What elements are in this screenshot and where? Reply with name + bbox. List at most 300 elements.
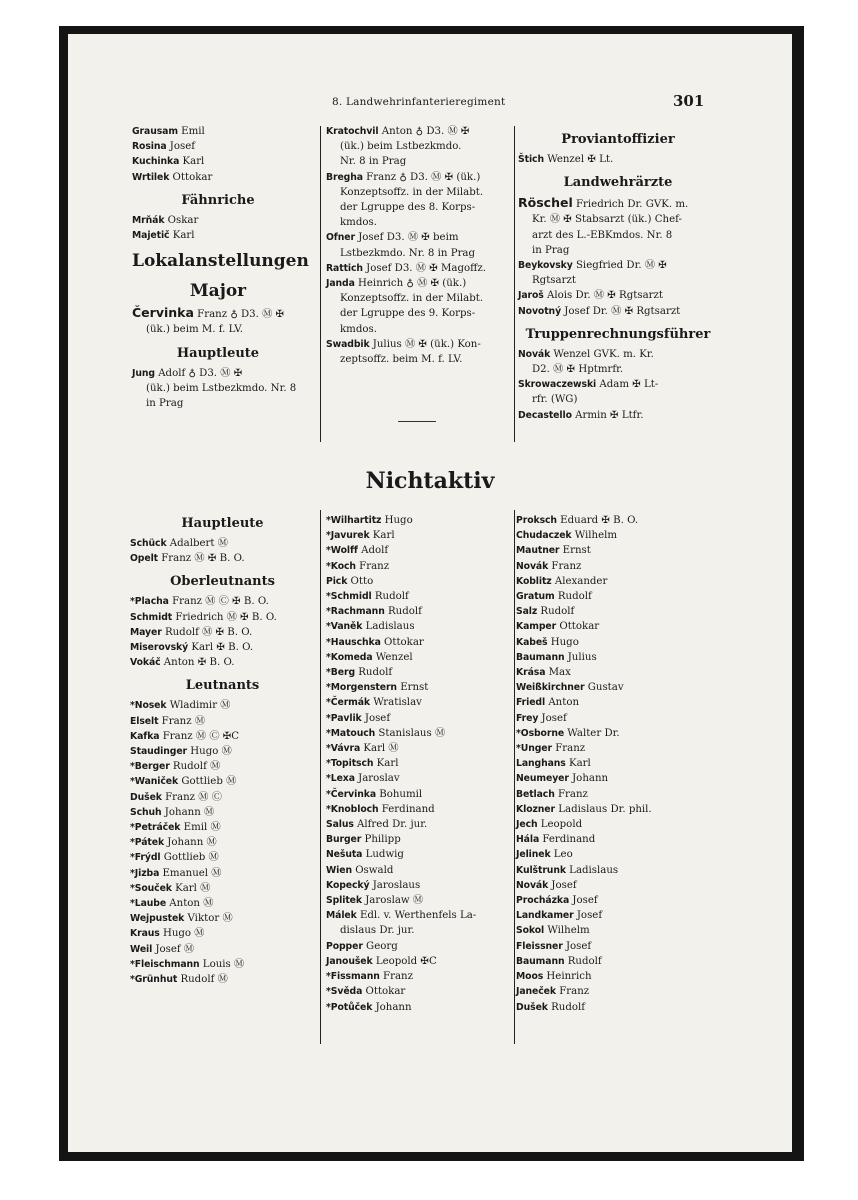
entry-details: Ernst: [559, 545, 591, 557]
entry-details: Franz ♁ D3. Ⓜ ✠ (ük.): [362, 171, 481, 183]
surname: Kuchinka: [132, 156, 180, 168]
surname: *Svěda: [326, 986, 363, 998]
roster-entry: [130, 866, 315, 881]
entry-details: Josef D3. Ⓜ ✠ Magoffz.: [362, 262, 486, 274]
surname: Landkamer: [516, 910, 574, 922]
roster-entry: [518, 258, 718, 273]
entry-details: Ottokar: [169, 171, 213, 183]
entry-details: Franz: [551, 743, 586, 755]
entry-details: Jaroslaw Ⓜ: [361, 895, 424, 907]
entry-details: Wladimir Ⓜ: [166, 700, 231, 712]
surname: Staudinger: [130, 746, 188, 758]
surname: *Vaněk: [326, 621, 363, 633]
entry-details: Ladislaus Dr. phil.: [555, 803, 652, 815]
roster-entry: [516, 923, 716, 938]
entry-details: Otto: [347, 575, 374, 587]
entry-details: Wilhelm: [544, 925, 590, 937]
entry-details: Johann: [372, 1001, 412, 1013]
roster-entry: [516, 984, 716, 999]
entry-details: Julius: [564, 651, 597, 663]
surname: Kulštrunk: [516, 864, 566, 876]
column-rule: [514, 126, 515, 442]
entry-details: Gottlieb Ⓜ: [178, 776, 237, 788]
surname: Ofner: [326, 232, 355, 244]
roster-entry: [516, 863, 716, 878]
surname: Betlach: [516, 788, 555, 800]
entry-details: Emanuel Ⓜ: [159, 867, 222, 879]
entry-details: Franz: [554, 788, 588, 800]
entry-details: Karl: [169, 230, 195, 242]
surname: Skrowaczewski: [518, 379, 597, 391]
roster-entry: [516, 695, 716, 710]
entry-details: Ferdinand: [539, 834, 596, 846]
entry-continuation: Kr. Ⓜ ✠ Stabsarzt (ük.) Chef-: [532, 214, 682, 226]
surname: *Laube: [130, 898, 167, 910]
entry-details: Franz: [379, 971, 413, 983]
roster-entry: [326, 619, 514, 634]
roster-entry: [326, 170, 514, 185]
roster-entry: [326, 802, 514, 817]
roster-entry: [326, 276, 514, 291]
surname: Kamper: [516, 621, 557, 633]
surname: Chudaczek: [516, 530, 572, 542]
entry-details: Rudolf: [355, 667, 393, 679]
document-page: [68, 34, 792, 1152]
surname: Procházka: [516, 895, 570, 907]
section-heading: Fähnriche: [181, 192, 255, 208]
roster-entry: [326, 969, 514, 984]
entry-details: Leo: [550, 849, 573, 861]
entry-details: Louis Ⓜ: [199, 958, 245, 970]
surname: Hála: [516, 834, 540, 846]
surname: Málek: [326, 910, 357, 922]
entry-details: Josef: [562, 940, 592, 952]
surname: *Schmidl: [326, 591, 372, 603]
surname: Jaroš: [518, 290, 544, 302]
roster-entry: [130, 610, 315, 625]
surname: Friedl: [516, 697, 546, 709]
surname: *Berg: [326, 667, 355, 679]
entry-details: Karl: [373, 758, 399, 770]
roster-entry: [326, 124, 514, 139]
entry-continuation: der Lgruppe des 8. Korps-: [340, 202, 476, 214]
surname: Opelt: [130, 553, 158, 565]
roster-entry: [326, 817, 514, 832]
entry-details: Josef: [573, 910, 603, 922]
entry-details: Georg: [362, 940, 398, 952]
surname: Weil: [130, 943, 153, 955]
entry-continuation: der Lgruppe des 9. Korps-: [340, 308, 476, 320]
roster-entry: [516, 741, 716, 756]
surname: Janoušek: [326, 955, 373, 967]
surname: Mayer: [130, 626, 162, 638]
entry-details: Karl: [179, 156, 205, 168]
surname: Grausam: [132, 126, 178, 137]
roster-entry: [130, 655, 315, 670]
surname: *Berger: [130, 761, 170, 773]
entry-details: Siegfried Dr. Ⓜ ✠: [572, 260, 667, 272]
roster-entry: [326, 337, 514, 352]
roster-entry: [516, 528, 716, 543]
entry-details: Alexander: [551, 575, 608, 587]
surname: Novák: [518, 348, 551, 360]
roster-entry: [326, 695, 514, 710]
entry-details: Anton ✠ B. O.: [160, 657, 235, 669]
entry-details: Jaroslav: [354, 773, 400, 785]
surname: *Knobloch: [326, 803, 379, 815]
entry-details: Franz: [548, 560, 582, 572]
entry-details: Karl: [565, 758, 591, 770]
entry-details: Heinrich ♁ Ⓜ ✠ (ük.): [354, 278, 467, 290]
entry-details: Leopold: [537, 819, 583, 831]
surname: *Pavlik: [326, 712, 362, 724]
entry-continuation: in Prag: [146, 398, 184, 410]
surname: Wrtilek: [132, 171, 170, 183]
surname: Dušek: [516, 1001, 548, 1013]
roster-entry: [130, 896, 315, 911]
entry-details: Rudolf: [564, 955, 602, 967]
roster-entry: [130, 942, 315, 957]
roster-entry: [326, 261, 514, 276]
section-heading: Hauptleute: [181, 516, 264, 531]
roster-entry: [326, 680, 514, 695]
entry-continuation: zeptsoffz. beim M. f. LV.: [340, 354, 463, 366]
roster-entry: [132, 213, 304, 228]
surname: Schuh: [130, 806, 162, 818]
roster-entry: [132, 228, 304, 243]
surname: *Matouch: [326, 727, 376, 739]
roster-entry: [132, 170, 304, 185]
entry-details: Max: [545, 667, 571, 679]
roster-entry: [326, 787, 514, 802]
surname: Neumeyer: [516, 773, 569, 785]
roster-entry: [130, 744, 315, 759]
entry-details: Ludwig: [362, 849, 404, 861]
entry-continuation: kmdos.: [340, 323, 377, 335]
roster-entry: [130, 911, 315, 926]
roster-entry: [326, 908, 514, 923]
roster-entry: [326, 832, 514, 847]
entry-details: Viktor Ⓜ: [184, 913, 233, 925]
surname: Decastello: [518, 409, 572, 421]
surname: Novák: [516, 560, 549, 572]
roster-entry: [130, 729, 315, 744]
entry-details: Franz Ⓜ Ⓒ ✠ B. O.: [168, 596, 269, 608]
roster-entry: [516, 543, 716, 558]
section-heading: Lokalanstellungen: [132, 251, 309, 272]
surname: Bregha: [326, 171, 363, 183]
entry-details: Franz ♁ D3. Ⓜ ✠: [193, 309, 285, 321]
roster-entry: [326, 604, 514, 619]
roster-entry: [518, 288, 718, 303]
surname: *Vávra: [326, 743, 361, 755]
surname: *Pátek: [130, 837, 165, 849]
roster-entry: [516, 969, 716, 984]
entry-continuation: arzt des L.-EBKmdos. Nr. 8: [532, 229, 673, 241]
entry-details: Heinrich: [543, 971, 592, 983]
entry-details: Hugo Ⓜ: [159, 928, 205, 940]
entry-details: Edl. v. Werthenfels La-: [356, 910, 477, 922]
surname: Novák: [516, 879, 549, 891]
entry-details: Rudolf: [537, 606, 575, 618]
surname: Kraus: [130, 928, 160, 940]
entry-details: Ferdinand: [378, 803, 435, 815]
roster-entry: [516, 513, 716, 528]
roster-entry: [326, 230, 514, 245]
surname: *Unger: [516, 743, 552, 755]
entry-continuation: (ük.) beim Lstbezkmdo.: [340, 141, 462, 153]
surname: Kratochvil: [326, 126, 379, 137]
surname: Janeček: [516, 986, 556, 998]
section-heading: Landwehrärzte: [563, 175, 673, 191]
entry-details: Rudolf Ⓜ ✠ B. O.: [161, 626, 253, 638]
roster-entry: [516, 589, 716, 604]
roster-entry: [326, 665, 514, 680]
surname: *Hauschka: [326, 636, 381, 648]
surname: Vokáč: [130, 657, 161, 669]
roster-entry: [516, 878, 716, 893]
entry-details: Adolf: [357, 545, 389, 557]
entry-details: Alois Dr. Ⓜ ✠ Rgtsarzt: [543, 290, 663, 302]
roster-entry: [130, 957, 315, 972]
surname: Kopecký: [326, 879, 370, 891]
roster-entry: [326, 543, 514, 558]
entry-details: Anton ♁ D3. Ⓜ ✠: [378, 126, 470, 137]
roster-entry: [130, 774, 315, 789]
surname: *Frýdl: [130, 852, 161, 864]
surname: Miserovský: [130, 642, 189, 654]
roster-entry: [518, 347, 718, 362]
entry-continuation: kmdos.: [340, 217, 377, 229]
entry-details: Anton Ⓜ: [166, 898, 214, 910]
roster-entry: [516, 832, 716, 847]
entry-details: Hugo Ⓜ: [187, 746, 232, 758]
entry-details: Wratislav: [370, 697, 422, 709]
column-active-left: [132, 124, 309, 411]
surname: Weißkirchner: [516, 682, 585, 694]
surname: Moos: [516, 971, 544, 983]
entry-details: Wenzel ✠ Lt.: [543, 154, 614, 165]
surname: Kafka: [130, 730, 160, 742]
roster-entry: [132, 305, 304, 322]
entry-details: Rudolf: [554, 591, 592, 603]
roster-entry: [326, 635, 514, 650]
surname: *Grünhut: [130, 974, 178, 986]
entry-details: Ottokar: [362, 986, 406, 998]
roster-entry: [518, 195, 718, 212]
surname: Fleissner: [516, 940, 563, 952]
entry-details: Wilhelm: [571, 530, 618, 542]
roster-entry: [516, 604, 716, 619]
roster-entry: [516, 908, 716, 923]
entry-continuation: D2. Ⓜ ✠ Hptmrfr.: [532, 364, 624, 376]
surname: *Souček: [130, 882, 172, 894]
surname: Gratum: [516, 591, 555, 603]
surname: *Nosek: [130, 700, 167, 712]
entry-details: Franz Ⓜ: [158, 715, 206, 727]
surname: Červinka: [132, 305, 194, 321]
entry-details: Johann Ⓜ: [164, 837, 217, 849]
entry-details: Ottokar: [380, 636, 424, 648]
roster-entry: [516, 635, 716, 650]
surname: Nešuta: [326, 849, 363, 861]
column-rule: [320, 510, 321, 1044]
entry-continuation: Lstbezkmdo. Nr. 8 in Prag: [340, 247, 476, 259]
surname: Majetič: [132, 230, 170, 242]
entry-details: Josef: [166, 141, 196, 153]
column-inactive-right: [516, 513, 716, 1015]
roster-entry: [130, 790, 315, 805]
entry-details: Leopold ✠C: [372, 955, 437, 967]
column-active-middle: [326, 124, 514, 367]
surname: Jelinek: [516, 849, 551, 861]
entry-details: Franz Ⓜ ✠ B. O.: [158, 553, 245, 565]
surname: *Lexa: [326, 773, 355, 785]
roster-entry: [130, 881, 315, 896]
roster-entry: [516, 771, 716, 786]
entry-details: Karl Ⓜ: [360, 743, 399, 755]
entry-details: Josef: [538, 712, 567, 724]
roster-entry: [516, 574, 716, 589]
entry-details: Gustav: [584, 682, 624, 694]
surname: *Wolff: [326, 545, 358, 557]
roster-entry: [518, 408, 718, 423]
entry-details: Friedrich Dr. GVK. m.: [572, 199, 689, 211]
roster-entry: [130, 820, 315, 835]
entry-details: Josef D3. Ⓜ ✠ beim: [354, 232, 459, 244]
roster-entry: [132, 124, 304, 139]
entry-details: Oswald: [351, 864, 394, 876]
entry-details: Josef: [361, 712, 391, 724]
entry-details: Johann Ⓜ: [161, 806, 215, 818]
entry-details: Wenzel: [372, 651, 413, 663]
surname: Salus: [326, 819, 354, 831]
roster-entry: [326, 863, 514, 878]
section-divider: [398, 421, 436, 422]
surname: Sokol: [516, 925, 545, 937]
surname: Mrňák: [132, 214, 165, 226]
entry-details: Hugo: [381, 515, 413, 526]
entry-details: Jaroslaus: [369, 879, 421, 891]
entry-details: Friedrich Ⓜ ✠ B. O.: [172, 611, 277, 623]
section-heading: Proviantoffizier: [561, 132, 675, 147]
entry-details: Emil Ⓜ: [180, 822, 221, 834]
roster-entry: [516, 817, 716, 832]
roster-entry: [130, 759, 315, 774]
entry-details: Julius Ⓜ ✠ (ük.) Kon-: [369, 338, 481, 350]
roster-entry: [516, 939, 716, 954]
entry-details: Emil: [177, 126, 205, 137]
section-heading: Hauptleute: [176, 345, 260, 361]
surname: Rattich: [326, 262, 363, 274]
column-rule: [320, 126, 321, 442]
column-active-right: [518, 124, 718, 423]
entry-continuation: (ük.) beim M. f. LV.: [146, 324, 244, 336]
roster-entry: [326, 559, 514, 574]
entry-details: Anton: [545, 697, 580, 709]
surname: Salz: [516, 606, 538, 618]
roster-entry: [326, 893, 514, 908]
entry-details: Ladislaus: [565, 864, 619, 876]
surname: Wejpustek: [130, 913, 185, 925]
roster-entry: [130, 714, 315, 729]
roster-entry: [518, 377, 718, 392]
entry-continuation: rfr. (WG): [532, 394, 578, 406]
surname: Schmidt: [130, 611, 173, 623]
surname: Splitek: [326, 895, 362, 907]
surname: Langhans: [516, 758, 566, 770]
roster-entry: [130, 805, 315, 820]
surname: Klozner: [516, 803, 555, 815]
entry-details: Franz Ⓜ Ⓒ: [161, 791, 222, 803]
entry-details: Gottlieb Ⓜ: [160, 852, 219, 864]
entry-details: Oskar: [164, 214, 199, 226]
surname: *Červinka: [326, 788, 376, 800]
surname: *Topitsch: [326, 758, 374, 770]
page-number: 301: [673, 92, 705, 110]
surname: *Komeda: [326, 651, 373, 663]
roster-entry: [326, 650, 514, 665]
roster-entry: [326, 878, 514, 893]
section-title: Nichtaktiv: [365, 468, 495, 494]
roster-entry: [516, 726, 716, 741]
roster-entry: [326, 589, 514, 604]
roster-entry: [326, 513, 514, 528]
surname: *Jizba: [130, 867, 160, 879]
entry-details: Ladislaus: [362, 621, 415, 633]
roster-entry: [130, 640, 315, 655]
roster-entry: [516, 954, 716, 969]
entry-continuation: in Prag: [532, 244, 570, 256]
surname: Baumann: [516, 955, 565, 967]
surname: *Potůček: [326, 1001, 373, 1013]
section-heading: Oberleutnants: [170, 574, 275, 590]
entry-details: Josef Dr. Ⓜ ✠ Rgtsarzt: [561, 305, 681, 317]
roster-entry: [516, 665, 716, 680]
roster-entry: [516, 1000, 716, 1015]
roster-entry: [516, 787, 716, 802]
surname: *Osborne: [516, 727, 565, 739]
surname: *Morgenstern: [326, 682, 397, 694]
entry-continuation: (ük.) beim Lstbezkmdo. Nr. 8: [146, 382, 297, 394]
roster-entry: [326, 1000, 514, 1015]
surname: Röschel: [518, 195, 573, 211]
entry-continuation: dislaus Dr. jur.: [340, 925, 415, 937]
surname: *Fleischmann: [130, 958, 200, 970]
surname: *Wilhartitz: [326, 515, 382, 526]
surname: Pick: [326, 575, 348, 587]
column-rule: [514, 510, 515, 1044]
surname: Dušek: [130, 791, 162, 803]
entry-details: Johann: [568, 773, 609, 785]
roster-entry: [130, 850, 315, 865]
entry-details: Adam ✠ Lt-: [596, 379, 659, 391]
roster-entry: [326, 939, 514, 954]
entry-details: Adolf ♁ D3. Ⓜ ✠: [154, 367, 243, 379]
roster-entry: [516, 802, 716, 817]
entry-details: Alfred Dr. jur.: [353, 819, 428, 831]
section-heading: Major: [189, 281, 247, 302]
entry-details: Rudolf Ⓜ: [177, 974, 228, 986]
roster-entry: [516, 650, 716, 665]
entry-details: Karl Ⓜ: [171, 882, 211, 894]
entry-details: Philipp: [361, 834, 401, 846]
entry-details: Karl: [369, 530, 395, 542]
entry-details: Rudolf Ⓜ: [169, 761, 221, 773]
running-header: 8. Landwehrinfanterieregiment: [332, 96, 506, 108]
entry-continuation: Rgtsarzt: [532, 275, 576, 287]
roster-entry: [326, 741, 514, 756]
